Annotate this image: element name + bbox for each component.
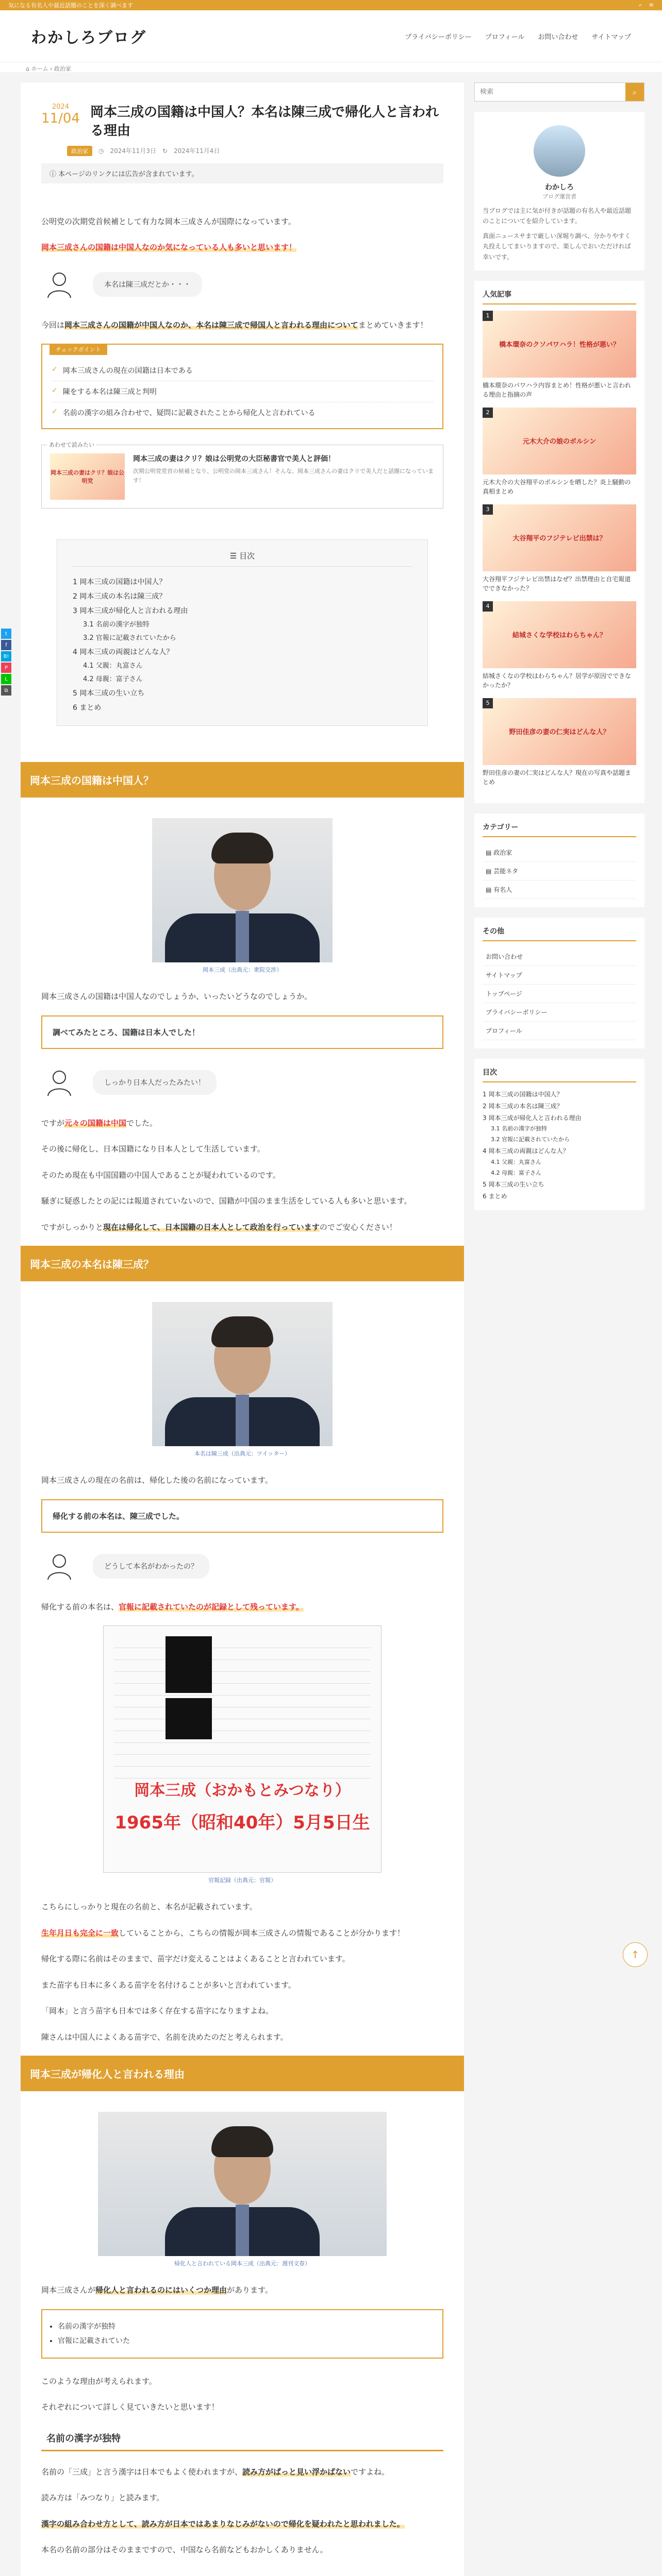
top-bar (0, 0, 662, 10)
link-card-description: 次期公明党党首の候補となり、公明党の岡本三成さん！そんな、岡本三成さんの妻はクリで美人だと話題になっています！ (133, 468, 434, 484)
clock-icon: ◷ (98, 147, 104, 155)
other-link[interactable]: プライバシーポリシー (483, 1003, 636, 1022)
highlight-box: 調べてみたところ、国籍は日本人でした！ (41, 1015, 443, 1049)
toc-item[interactable]: 3 岡本三成が帰化人と言われる理由 (483, 1114, 582, 1122)
widget-title: 人気記事 (483, 289, 636, 304)
toc-item[interactable]: 5 岡本三成の生い立ち (483, 1180, 544, 1188)
breadcrumb-category[interactable]: 政治家 (54, 65, 71, 72)
paragraph: また苗字も日本に多くある苗字を名付けることが多いと言われています。 (41, 1980, 296, 1990)
post-title: 岡本三成の国籍は中国人？本名は陳三成で帰化人と言われる理由 (90, 105, 439, 139)
related-link-card[interactable] (41, 442, 443, 509)
site-header (0, 10, 662, 62)
home-icon: ⌂ (26, 65, 29, 72)
rank-number: 1 (483, 311, 493, 321)
toc-item[interactable]: 4.2 母親：富子さん (491, 1169, 541, 1176)
pocket-share-icon[interactable]: P (1, 663, 11, 673)
search-button[interactable] (625, 83, 644, 101)
ranking-thumbnail: 橋本環奈のクソパワハラ！性格が悪い？ (483, 311, 636, 378)
breadcrumb: ⌂ ホーム › 政治家 (0, 62, 662, 72)
ranking-title: 結城さくなの学校はわらちゃん？居学が原因でできなかったか？ (483, 672, 632, 689)
gazette-record-image: 岡本三成（おかもとみつなり） 1965年（昭和40年）5月5日生 (103, 1625, 382, 1873)
rank-number: 4 (483, 601, 493, 612)
widget-title: その他 (483, 926, 636, 941)
reason-list-box (41, 2309, 443, 2359)
paragraph: その後に帰化し、日本国籍になり日本人として生活しています。 (41, 1144, 265, 1154)
profile-role: ブログ運営者 (542, 193, 576, 200)
ad-notice: ⓘ 本ページのリンクには広告が含まれています。 (41, 163, 443, 183)
profile-name: わかしろ (545, 183, 574, 192)
widget-title: 目次 (483, 1067, 636, 1082)
toc-item[interactable]: 6 まとめ (483, 1192, 507, 1200)
scroll-to-top-button[interactable] (623, 1942, 648, 1967)
check-icon: ✓ (52, 365, 58, 374)
hatena-share-icon[interactable]: B! (1, 651, 11, 662)
ranking-thumbnail: 野田佳彦の妻の仁実はどんな人？ (483, 698, 636, 765)
ranking-item[interactable] (483, 601, 636, 690)
profile-widget (474, 112, 644, 270)
list-item: • 官報に記載されていた (58, 2334, 427, 2348)
search-input[interactable] (475, 83, 625, 101)
toc-item[interactable]: 6 まとめ (73, 704, 102, 713)
paragraph: 公明党の次期党首候補として有力な岡本三成さんが国際になっています。 (41, 216, 296, 226)
speech-balloon (41, 1064, 443, 1100)
other-link[interactable]: お問い合わせ (483, 947, 636, 966)
category-item[interactable]: ▤ 政治家 (483, 843, 636, 862)
photo-caption[interactable]: 岡本三成（出典元：衆院交渉） (203, 967, 282, 974)
ranking-item[interactable] (483, 504, 636, 593)
list-item: ✓ 岡本三成さんの現在の国籍は日本である (52, 360, 433, 381)
toc-item[interactable]: 3 岡本三成が帰化人と言われる理由 (73, 607, 188, 616)
line-share-icon[interactable]: L (1, 674, 11, 684)
nav-sitemap[interactable]: サイトマップ (591, 33, 631, 41)
post-meta (67, 146, 443, 156)
updated-date: 2024年11月4日 (174, 147, 220, 155)
ranking-title: 野田佳彦の妻の仁実はどんな人？現在の写真や話題まとめ (483, 769, 632, 786)
portrait-photo (98, 2112, 387, 2256)
toc-item[interactable]: 3.1 名前の漢字が独特 (83, 621, 150, 629)
checkpoint-label: チェックポイント (49, 344, 107, 355)
ranking-thumbnail: 結城さくな学校はわらちゃん？ (483, 601, 636, 668)
highlight-text: 岡本三成さんの国籍は中国人なのか気になっている人も多いと思います！ (41, 243, 297, 252)
site-logo[interactable]: わかしろブログ (31, 29, 146, 47)
portrait-photo (152, 818, 333, 962)
category-widget (474, 814, 644, 907)
ranking-item[interactable] (483, 698, 636, 787)
person-icon (41, 1064, 77, 1100)
site-tagline: 気になる有名人や最近話題のことを深く調べます (8, 2, 133, 9)
toc-item[interactable]: 3.1 名前の漢字が独特 (491, 1125, 547, 1132)
speech-balloon (41, 266, 443, 302)
published-date: 2024年11月3日 (110, 147, 156, 155)
check-icon: ✓ (52, 408, 58, 416)
nav-contact[interactable]: お問い合わせ (538, 33, 578, 41)
speech-balloon (41, 1548, 443, 1584)
photo-caption[interactable]: 帰化人と言われている岡本三成（出典元：週刊文春） (174, 2260, 310, 2267)
ranking-item[interactable] (483, 311, 636, 399)
rank-number: 3 (483, 504, 493, 515)
other-link[interactable]: サイトマップ (483, 966, 636, 985)
toc-item[interactable]: 1 岡本三成の国籍は中国人？ (73, 578, 167, 587)
info-icon: ⓘ (49, 170, 57, 178)
list-item: ✓ 陳をする本名は陳三成と判明 (52, 381, 433, 402)
paragraph: こちらにしっかりと現在の名前と、本名が記載されています。 (41, 1902, 257, 1912)
paragraph: 「岡本」と言う苗字も日本では多く存在する苗字になりますよね。 (41, 2006, 274, 2016)
rank-number: 5 (483, 698, 493, 708)
toc-item[interactable]: 4.1 父親：丸富さん (491, 1158, 541, 1165)
paragraph: 読み方は「みつなり」と読みます。 (41, 2493, 164, 2503)
toc-item[interactable]: 2 岡本三成の本名は陳三成？ (483, 1102, 563, 1110)
toc-title: ☰ 目次 (73, 550, 412, 567)
toc-item[interactable]: 1 岡本三成の国籍は中国人？ (483, 1090, 563, 1098)
section-heading: 岡本三成の本名は陳三成？ (21, 1246, 464, 1281)
ranking-title: 大谷翔平フジテレビ出禁はなぜ？出禁理由と自宅報道でできなかった？ (483, 575, 631, 592)
folder-icon: ▤ (486, 849, 492, 856)
category-badge[interactable]: 政治家 (67, 146, 92, 156)
refresh-icon: ↻ (162, 147, 168, 155)
category-item[interactable]: ▤ 芸能ネタ (483, 862, 636, 880)
list-icon: ☰ (229, 551, 237, 561)
ranking-thumbnail: 元木大介の娘のボルシン (483, 408, 636, 474)
toc-item[interactable]: 4.1 父親：丸富さん (83, 662, 143, 670)
category-item[interactable]: ▤ 有名人 (483, 880, 636, 899)
toc-item[interactable]: 3.2 官報に記載されていたから (491, 1136, 570, 1143)
sidebar-toc-widget (474, 1059, 644, 1210)
toc-item[interactable]: 2 岡本三成の本名は陳三成？ (73, 592, 167, 601)
nav-profile[interactable]: プロフィール (485, 33, 525, 41)
paragraph: 岡本三成さんの国籍は中国人なのでしょうか、いったいどうなのでしょうか。 (41, 992, 312, 1002)
table-of-contents (57, 539, 428, 726)
share-buttons (1, 629, 11, 696)
list-item: • 名前の漢字が独特 (58, 2319, 427, 2334)
paragraph: 帰化する際に名前はそのままで、苗字だけ変えることはよくあることと言われています。 (41, 1954, 350, 1964)
section-heading: 岡本三成が帰化人と言われる理由 (21, 2056, 464, 2091)
widget-title: カテゴリー (483, 822, 636, 837)
paragraph: 岡本三成さんの現在の名前は、帰化した後の名前になっています。 (41, 1476, 273, 1485)
breadcrumb-home[interactable]: ホーム (31, 65, 48, 72)
copy-link-icon[interactable]: ⧉ (1, 685, 11, 696)
ranking-item[interactable] (483, 408, 636, 496)
facebook-share-icon[interactable]: f (1, 640, 11, 650)
folder-icon: ▤ (486, 867, 492, 875)
speech-bubble: 本名は陳三成だとか・・・ (93, 272, 202, 297)
checkpoint-box (41, 344, 443, 429)
ranking-widget (474, 281, 644, 803)
search-icon: ⌕ (632, 87, 637, 97)
toc-item[interactable]: 4 岡本三成の両親はどんな人？ (483, 1147, 569, 1155)
search-box (474, 82, 644, 101)
paragraph: 陳さんは中国人によくある苗字で、名前を決めたのだと考えられます。 (41, 2032, 288, 2042)
photo-caption[interactable]: 本名は陳三成（出典元：ツイッター） (194, 1450, 291, 1458)
person-icon (41, 266, 77, 302)
toc-item[interactable]: 3.2 官報に記載されていたから (83, 634, 176, 642)
person-icon (41, 1548, 77, 1584)
paragraph: それぞれについて詳しく見ていきたいと思います！ (41, 2402, 219, 2412)
other-link[interactable]: プロフィール (483, 1022, 636, 1040)
toc-item[interactable]: 4 岡本三成の両親はどんな人？ (73, 648, 174, 657)
avatar (534, 125, 585, 177)
menu-icon[interactable]: ≡ (649, 2, 654, 8)
nav-privacy[interactable]: プライバシーポリシー (405, 33, 472, 41)
list-item: ✓ 名前の漢字の組み合わせで、疑問に記載されたことから帰化人と言われている (52, 408, 316, 418)
search-icon[interactable]: ⌕ (639, 2, 642, 8)
speech-bubble: どうして本名がわかったの？ (93, 1554, 209, 1579)
paragraph: 騒ぎに疑惑したとの記には報道されていないので、国籍が中国のまま生活をしている人も多いと思います。 (41, 1196, 412, 1206)
twitter-share-icon[interactable]: t (1, 629, 11, 639)
link-card-label: あわせて読みたい (47, 440, 96, 449)
arrow-up-icon: ↑ (631, 1948, 640, 1961)
paragraph: そのため現在も中国国籍の中国人であることが疑われているのです。 (41, 1170, 280, 1180)
toc-item[interactable]: 4.2 母親：富子さん (83, 675, 143, 684)
photo-caption[interactable]: 官報記録（出典元：官報） (208, 1877, 276, 1884)
ranking-title: 元木大介の大谷翔平のボルシンを晒した？炎上騒動の真相まとめ (483, 478, 631, 495)
sidebar (474, 82, 644, 1200)
profile-bio: 当ブログでは主に気が付きが話題の有名人や最近話題のことについてを紹介しています。 (483, 207, 632, 225)
highlight-box: 帰化する前の本名は、陳三成でした。 (41, 1499, 443, 1533)
paragraph: 本名の名前の部分はそのままですので、中国なら名前などもおかしくありません。 (41, 2545, 328, 2555)
ranking-title: 橋本環奈のパワハラ内容まとめ！性格が悪いと言われる理由と指摘の声 (483, 381, 632, 398)
section-heading: 岡本三成の国籍は中国人？ (21, 762, 464, 798)
paragraph: このような理由が考えられます。 (41, 2376, 157, 2386)
folder-icon: ▤ (486, 886, 492, 893)
link-card-title: 岡本三成の妻はクリ？娘は公明党の大臣秘書官で美人と評価！ (133, 455, 336, 464)
other-link[interactable]: トップページ (483, 985, 636, 1003)
toc-item[interactable]: 5 岡本三成の生い立ち (73, 689, 145, 698)
speech-bubble: しっかり日本人だったみたい！ (93, 1070, 217, 1095)
subsection-heading: 名前の漢字が独特 (41, 2426, 443, 2451)
global-nav (405, 31, 631, 41)
profile-bio: 真面ニュースサまで厳しい深堀り調べ、分かりやすく丸投えしてまいりますので、楽しんでおいただければ幸いです。 (483, 232, 631, 261)
rank-number: 2 (483, 408, 493, 418)
ranking-thumbnail: 大谷翔平のフジテレビ出禁は？ (483, 504, 636, 571)
article: 2024 11/04 岡本三成の国籍は中国人？本名は陳三成で帰化人と言われる理由 政治家 ◷ 2024年11月3日 ↻ 2024年11月4日 ⓘ 本ページのリンクには広告が含まれています。 公明党の次期党首候補として有力な岡本三成さんが国際になっています。 岡本三成さんの国籍は中国人なのか気になっている人も多いと思います！ 本名は陳三成だとか・・・ 今回は岡本三成さんの国籍が中国人なのか、本名は陳三成で帰国人と言われる理由についてまとめていきます！ チェックポイント ✓ 岡本三成さんの現在の国籍は日本である ✓ 陳をする本名は陳三成と判明 ✓ 名前の漢字の組み合わせで、疑問に記載されたことから帰化人と言われている あわせて読みたい 岡本三成の妻はクリ？娘は公明党 岡本三成の妻はクリ？娘は公明党の大臣秘書官で美人と評価！ 次期公明党党首の候補となり、公明党の岡本三成さん！そんな、岡本三成さんの妻はクリで美人だと話題になっています！ ☰ 目次 1 岡本三成の国籍は中国人？ 2 岡本三成の本名は陳三成？ 3 岡本三成が帰化人と言われる理由 3.1 名前の漢字が独特 3.2 官報に記載されていたから 4 岡本三成の両親はどんな人？ 4.1 父親：丸富さん 4.2 母親：富子さん 5 岡本三成の生い立ち 6 まとめ 岡本三成の国籍は中国人？ 岡本三成（出典元：衆院交渉） 岡本三成さんの国籍は中国人なのでしょうか、いったいどうなのでしょうか。 調べてみたところ、国籍は日本人でした！ しっかり日本人だったみたい！ ですが元々の国籍は中国でした。 その後に帰化し、日本国籍になり日本人として生活しています。 そのため現在も中国国籍の中国人であることが疑われているのです。 騒ぎに疑惑したとの記には報道されていないので、国籍が中国のまま生活をしている人も多いと思います。 ですがしっかりと現在は帰化して、日本国籍の日本人として政治を行っていますのでご安心ください！ 岡本三成の本名は陳三成？ 本名は陳三成（出典元：ツイッター） 岡本三成さんの現在の名前は、帰化した後の名前になっています。 帰化する前の本名は、陳三成でした。 どうして本名がわかったの？ 帰化する前の本名は、官報に記載されていたのが記録として残っています。 岡本三成（おかもとみつなり） 1965年（昭和40年）5月5日生 官報記録（出典元：官報） こちらにしっかりと現在の名前と、本名が記載されています。 生年月日も完全に一致していることから、こちらの情報が岡本三成さんの情報であることが分かります！ 帰化する際に名前はそのままで、苗字だけ変えることはよくあることと言われています。 また苗字も日本に多くある苗字を名付けることが多いと言われています。 「岡本」と言う苗字も日本では多く存在する苗字になりますよね。 陳さんは中国人によくある苗字で、名前を決めたのだと考えられます。 岡本三成が帰化人と言われる理由 帰化人と言われている岡本三成（出典元：週刊文春） 岡本三成さんが帰化人と言われるのにはいくつか理由があります。 • 名前の漢字が独特 • 官報に記載されていた このような理由が考えられます。 それぞれについて詳しく見ていきたいと思います！ 名前の漢字が独特 名前の「三成」と言う漢字は日本でもよく使われますが、読み方がぱっと見い浮かばないですよね。 読み方は「みつなり」と読みます。 漢字の組み合わせ方として、読み方が日本ではあまりなじみがないので帰化を疑われたと思われました。 本名の名前の部分はそのままですので、中国なら名前などもおかしくありません。 (21, 82, 464, 2576)
check-icon: ✓ (52, 386, 58, 395)
portrait-photo (152, 1302, 333, 1446)
link-card-thumbnail: 岡本三成の妻はクリ？娘は公明党 (50, 453, 125, 500)
other-widget (474, 918, 644, 1048)
post-date: 2024 11/04 (41, 103, 80, 126)
